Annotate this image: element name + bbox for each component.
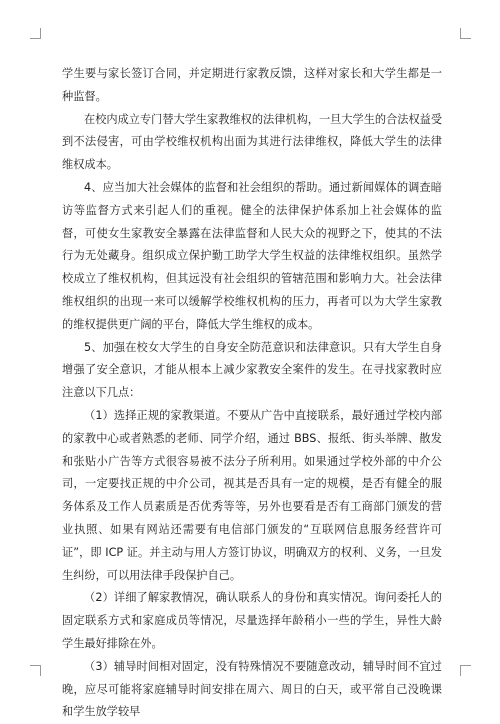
paragraph-item-2-verify: （2）详细了解家教情况，确认联系人的身份和真实情况。询问委托人的固定联系方式和家庭成员等情况，尽量选择年龄稍小一些的学生，异性大龄学生最好排除在外。 — [62, 591, 442, 650]
paragraph-point-5-awareness: 5、加强在校女大学生的自身安全防范意识和法律意识。只有大学生自身增强了安全意识，才能从根本上减少家教安全案件的发生。在寻找家教时应注意以下几点： — [62, 340, 442, 400]
paragraph-point-4-media: 4、应当加大社会媒体的监督和社会组织的帮助。通过新闻媒体的调查暗访等监督方式来引起人们的重视。健全的法律保护体系加上社会媒体的监督，可使女生家教安全暴露在法律监督和人民大众的视野之下，使其的不法行为无处藏身。组织成立保护勤工助学大学生权益的法律维权组织。虽然学校成立了维权机构，但其远没有社会组织的管辖范围和影响力大。社会法律维权组织的出现一来可以缓解学校维权机构的压力，再者可以为大学生家教的维权提供更广阔的平台，降低大学生维权的成本。 — [62, 180, 442, 331]
crop-mark-bottom-right — [460, 665, 471, 676]
crop-mark-bottom-left — [30, 665, 41, 676]
paragraph-item-1-channels: （1）选择正规的家教渠道。不要从广告中直接联系，最好通过学校内部的家教中心或者熟悉的老师、同学介绍，通过 BBS、报纸、街头举牌、散发和张贴小广告等方式很容易被不法分子所利用。如果通过学校外部的中介公司，一定要找正规的中介公司，视其是否具有一定的规模，是否有健全的服务体系及工作人员素质是否优秀等等，另外也要看是否有工商部门颁发的营业执照、如果有网站还需要有电信部门颁发的“互联网信息服务经营许可证”，即 ICP 证。并主动与用人方签订协议，明确双方的权利、义务，一旦发生纠纷，可以用法律手段保护自己。 — [62, 408, 442, 582]
paragraph-continuation: 学生要与家长签订合同，并定期进行家教反馈，这样对家长和大学生都是一种监督。 — [62, 67, 442, 103]
paragraph-item-3-schedule: （3）辅导时间相对固定，没有特殊情况不要随意改动，辅导时间不宜过晚，应尽可能将家庭辅导时间安排在周六、周日的白天，或平常自己没晚课和学生放学较早 — [62, 659, 442, 719]
crop-mark-top-right — [460, 28, 471, 39]
crop-mark-top-left — [30, 28, 41, 39]
document-body — [62, 63, 442, 724]
paragraph-school-legal-agency: 在校内成立专门替大学生家教维权的法律机构，一旦大学生的合法权益受到不法侵害，可由学校维权机构出面为其进行法律维权，降低大学生的法律维权成本。 — [62, 112, 443, 172]
